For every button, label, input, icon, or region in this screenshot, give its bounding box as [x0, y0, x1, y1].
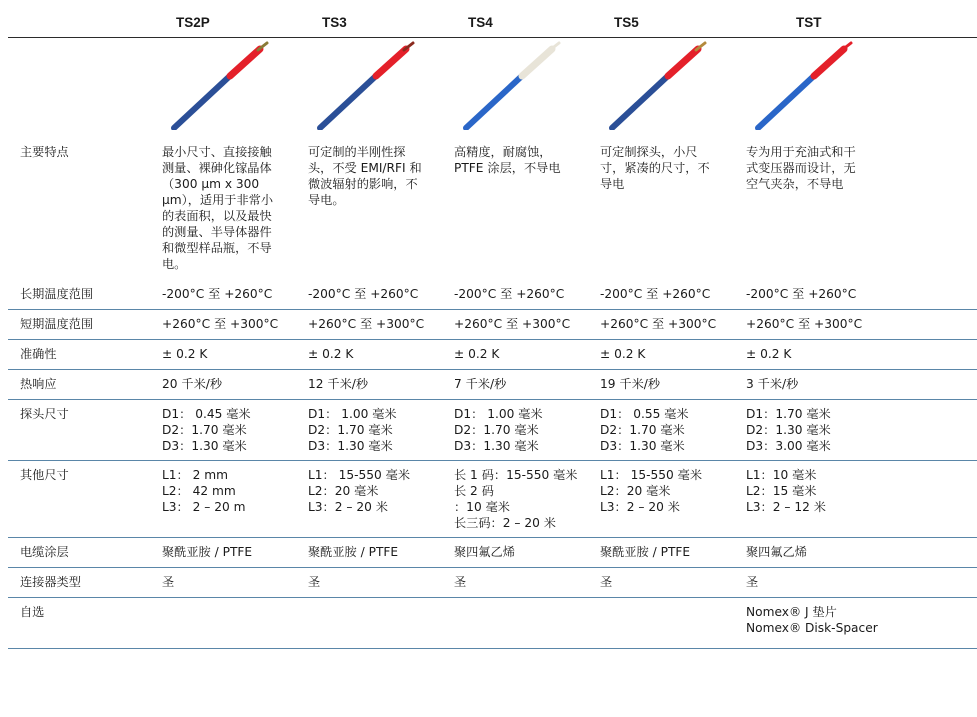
cell-line: D1： 1.00 毫米 — [308, 407, 397, 421]
probe-head — [814, 49, 844, 76]
cell-line: 高精度，耐腐蚀， — [454, 145, 552, 159]
cell-line: 导电 — [600, 177, 625, 191]
cell-line: µm），适用于非常小 — [162, 193, 274, 207]
cell-line: PTFE 涂层，不导电 — [454, 161, 561, 175]
probe-image — [300, 38, 446, 130]
row-label-other-size: 其他尺寸 — [8, 461, 154, 538]
probe-size-cell — [154, 400, 300, 461]
other-size-cell — [154, 461, 300, 538]
long-temp-cell: -200°C 至 +260°C — [154, 280, 300, 310]
cell-line: D3：3.00 毫米 — [746, 439, 831, 453]
probe-size-cell — [446, 400, 592, 461]
probe-image-ts3 — [300, 38, 446, 131]
connector-row — [8, 568, 977, 598]
short-temp-cell: +260°C 至 +300°C — [154, 310, 300, 340]
cell-line: D3：1.30 毫米 — [162, 439, 247, 453]
accuracy-cell: ± 0.2 K — [446, 340, 592, 370]
cell-line: D1： 0.45 毫米 — [162, 407, 251, 421]
cell-line: 的测量、半导体器件 — [162, 225, 272, 239]
cell-line: Nomex® Disk-Spacer — [746, 621, 878, 635]
probe-cable — [466, 74, 524, 128]
response-cell: 20 千米/秒 — [154, 370, 300, 400]
short-temp-cell: +260°C 至 +300°C — [738, 310, 977, 340]
other-size-cell — [592, 461, 738, 538]
coating-row — [8, 538, 977, 568]
cell-line: 头，不受 EMI/RFI 和 — [308, 161, 422, 175]
connector-cell: 圣 — [592, 568, 738, 598]
cell-line: L3： 2 – 20 m — [162, 500, 246, 514]
row-label-long-temp: 长期温度范围 — [8, 280, 154, 310]
cell-line: 微波辐射的影响，不 — [308, 177, 418, 191]
short-temp-row — [8, 310, 977, 340]
cell-line: L1： 15-550 毫米 — [600, 468, 703, 482]
probe-image — [154, 38, 300, 130]
cell-line: L2： 42 mm — [162, 484, 236, 498]
probe-size-row — [8, 400, 977, 461]
other-size-cell — [446, 461, 592, 538]
product-header-row — [8, 8, 977, 38]
long-temp-cell: -200°C 至 +260°C — [446, 280, 592, 310]
cell-line: L2：20 毫米 — [600, 484, 671, 498]
accuracy-cell: ± 0.2 K — [300, 340, 446, 370]
coating-cell: 聚四氟乙烯 — [446, 538, 592, 568]
probe-size-cell — [592, 400, 738, 461]
features-cell-tst — [738, 130, 977, 280]
row-label-short-temp: 短期温度范围 — [8, 310, 154, 340]
cell-line: 和微型样品瓶，不导 — [162, 241, 272, 255]
accuracy-cell: ± 0.2 K — [592, 340, 738, 370]
cell-line: L3：2 – 20 米 — [600, 500, 680, 514]
response-cell: 19 千米/秒 — [592, 370, 738, 400]
features-cell-ts5 — [592, 130, 738, 280]
probe-head — [230, 49, 260, 76]
accuracy-cell: ± 0.2 K — [154, 340, 300, 370]
image-spacer — [8, 38, 154, 131]
cell-line: Nomex® J 垫片 — [746, 605, 837, 619]
cell-line: ：10 毫米 — [454, 500, 510, 514]
cell-line: （300 µm x 300 — [162, 177, 260, 191]
cell-line: D2：1.70 毫米 — [600, 423, 685, 437]
probe-image-ts4 — [446, 38, 592, 131]
row-label-accuracy: 准确性 — [8, 340, 154, 370]
response-cell: 3 千米/秒 — [738, 370, 977, 400]
coating-cell: 聚酰亚胺 / PTFE — [154, 538, 300, 568]
cell-line: L3：2 – 20 米 — [308, 500, 388, 514]
cell-line: 电。 — [162, 257, 187, 271]
cell-line: 长 2 码 — [454, 484, 494, 498]
cell-line: 长三码：2 – 20 米 — [454, 516, 556, 530]
cell-line: D3：1.30 毫米 — [454, 439, 539, 453]
connector-cell: 圣 — [446, 568, 592, 598]
accuracy-row — [8, 340, 977, 370]
row-label-coating: 电缆涂层 — [8, 538, 154, 568]
cell-line: L1： 15-550 毫米 — [308, 468, 411, 482]
cell-line: 的表面积，以及最快 — [162, 209, 272, 223]
probe-head — [376, 49, 406, 76]
cell-line: L1： 2 mm — [162, 468, 228, 482]
cell-line: D1： 0.55 毫米 — [600, 407, 689, 421]
optional-cell — [446, 598, 592, 649]
product-header-ts2p: TS2P — [154, 8, 300, 38]
cell-line: L2：15 毫米 — [746, 484, 817, 498]
probe-size-cell — [300, 400, 446, 461]
cell-line: 专为用于充油式和干 — [746, 145, 856, 159]
cell-line: 寸，紧凑的尺寸，不 — [600, 161, 710, 175]
coating-cell: 聚酰亚胺 / PTFE — [300, 538, 446, 568]
row-label-optional: 自选 — [8, 598, 154, 649]
probe-cable — [612, 74, 670, 128]
product-header-ts4: TS4 — [446, 8, 592, 38]
features-row — [8, 130, 977, 280]
probe-image-ts2p — [154, 38, 300, 131]
probe-image — [592, 38, 738, 130]
response-cell: 7 千米/秒 — [446, 370, 592, 400]
product-header-tst: TST — [738, 8, 977, 38]
optional-row — [8, 598, 977, 649]
cell-line: 最小尺寸、直接接触 — [162, 145, 272, 159]
row-label-probe-size: 探头尺寸 — [8, 400, 154, 461]
features-cell-ts2p — [154, 130, 300, 280]
probe-cable — [320, 74, 378, 128]
features-cell-ts4 — [446, 130, 592, 280]
cell-line: D2：1.30 毫米 — [746, 423, 831, 437]
connector-cell: 圣 — [738, 568, 977, 598]
row-label-response: 热响应 — [8, 370, 154, 400]
optional-cell — [738, 598, 977, 649]
accuracy-cell: ± 0.2 K — [738, 340, 977, 370]
optional-cell — [300, 598, 446, 649]
cell-line: 可定制探头，小尺 — [600, 145, 698, 159]
coating-cell: 聚四氟乙烯 — [738, 538, 977, 568]
cell-line: 导电。 — [308, 193, 345, 207]
other-size-cell — [300, 461, 446, 538]
long-temp-cell: -200°C 至 +260°C — [300, 280, 446, 310]
other-size-cell — [738, 461, 977, 538]
coating-cell: 聚酰亚胺 / PTFE — [592, 538, 738, 568]
features-cell-ts3 — [300, 130, 446, 280]
cell-line: D2：1.70 毫米 — [454, 423, 539, 437]
long-temp-row — [8, 280, 977, 310]
cell-line: L1：10 毫米 — [746, 468, 817, 482]
cell-line: D1： 1.00 毫米 — [454, 407, 543, 421]
probe-cable — [758, 74, 816, 128]
cell-line: D3：1.30 毫米 — [308, 439, 393, 453]
cell-line: 式变压器而设计，无 — [746, 161, 856, 175]
response-cell: 12 千米/秒 — [300, 370, 446, 400]
probe-size-cell — [738, 400, 977, 461]
connector-cell: 圣 — [154, 568, 300, 598]
probe-head — [522, 49, 552, 76]
probe-image — [446, 38, 592, 130]
long-temp-cell: -200°C 至 +260°C — [738, 280, 977, 310]
response-row — [8, 370, 977, 400]
cell-line: D2：1.70 毫米 — [162, 423, 247, 437]
cell-line: 可定制的半刚性探 — [308, 145, 406, 159]
cell-line: 空气夹杂，不导电 — [746, 177, 844, 191]
long-temp-cell: -200°C 至 +260°C — [592, 280, 738, 310]
cell-line: L3：2 – 12 米 — [746, 500, 826, 514]
header-spacer — [8, 8, 154, 38]
optional-cell — [592, 598, 738, 649]
product-header-ts3: TS3 — [300, 8, 446, 38]
cell-line: D1：1.70 毫米 — [746, 407, 831, 421]
probe-image-tst — [738, 38, 977, 131]
row-label-connector: 连接器类型 — [8, 568, 154, 598]
probe-cable — [174, 74, 232, 128]
product-header-ts5: TS5 — [592, 8, 738, 38]
cell-line: D3：1.30 毫米 — [600, 439, 685, 453]
short-temp-cell: +260°C 至 +300°C — [446, 310, 592, 340]
probe-image-row — [8, 38, 977, 131]
short-temp-cell: +260°C 至 +300°C — [592, 310, 738, 340]
probe-image — [738, 38, 884, 130]
other-size-row — [8, 461, 977, 538]
short-temp-cell: +260°C 至 +300°C — [300, 310, 446, 340]
connector-cell: 圣 — [300, 568, 446, 598]
optional-cell — [154, 598, 300, 649]
cell-line: 长 1 码：15-550 毫米 — [454, 468, 578, 482]
probe-image-ts5 — [592, 38, 738, 131]
cell-line: L2：20 毫米 — [308, 484, 379, 498]
spec-comparison-table — [8, 8, 977, 649]
cell-line: 测量、裸砷化镓晶体 — [162, 161, 272, 175]
probe-head — [668, 49, 698, 76]
cell-line: D2：1.70 毫米 — [308, 423, 393, 437]
row-label-features: 主要特点 — [20, 145, 69, 159]
